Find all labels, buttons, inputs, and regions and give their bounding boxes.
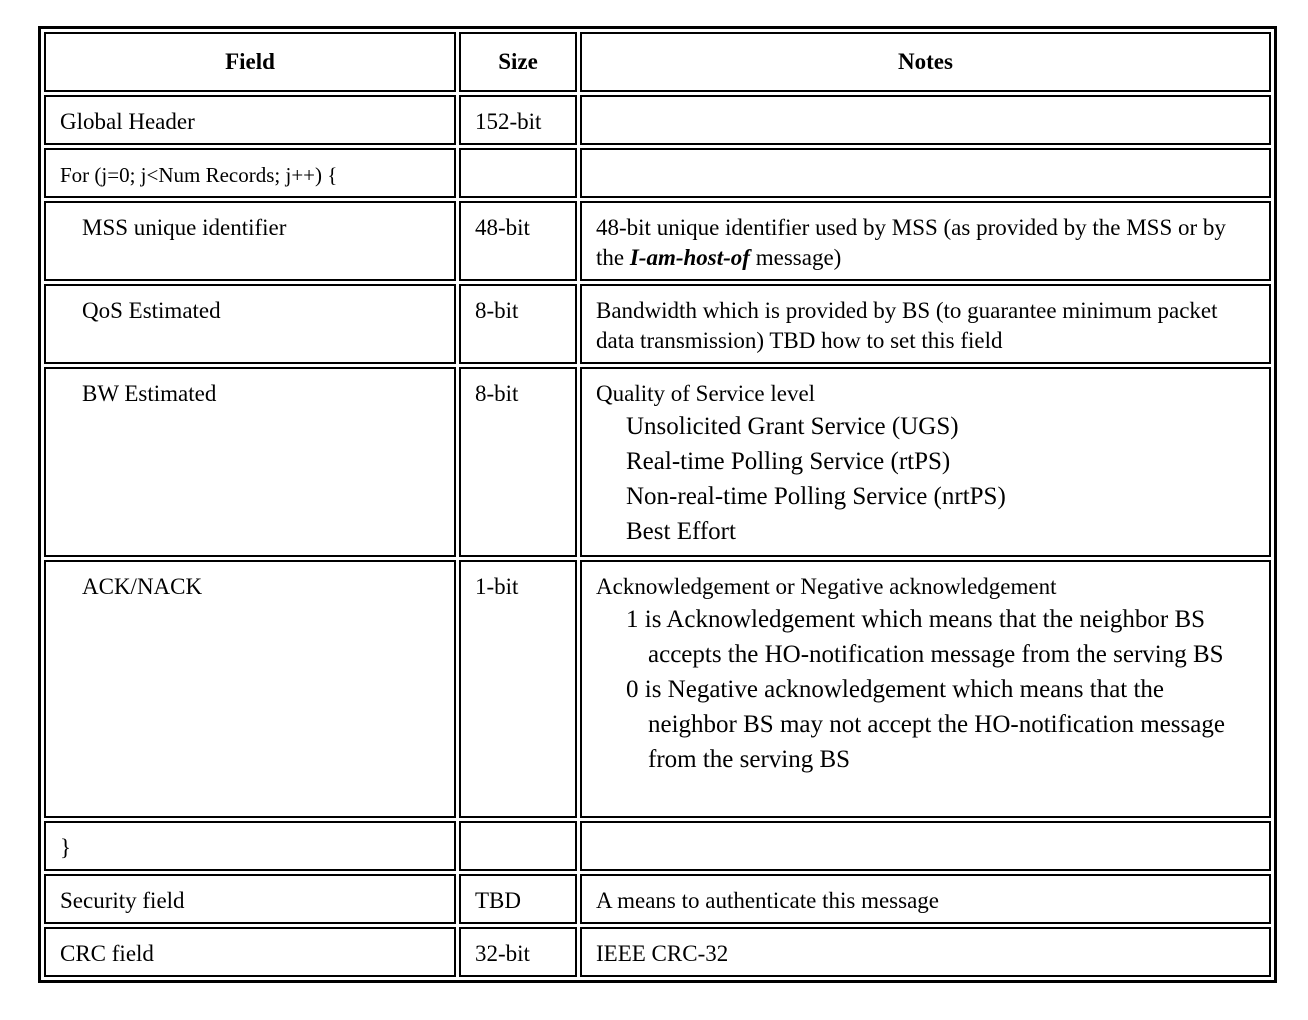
notes-item: Best Effort: [596, 514, 1255, 549]
notes-cell: Bandwidth which is provided by BS (to guarantee minimum packet data transmission) TBD how to set this field: [580, 284, 1271, 364]
field-cell: BW Estimated: [44, 367, 456, 557]
field-cell: QoS Estimated: [44, 284, 456, 364]
table-row: [44, 95, 1271, 145]
table-row: [44, 148, 1271, 198]
table-row: [44, 821, 1271, 871]
header-field: Field: [44, 32, 456, 92]
notes-item: Unsolicited Grant Service (UGS): [596, 409, 1255, 444]
table-row: [44, 874, 1271, 924]
notes-cell: [580, 95, 1271, 145]
notes-cell: [580, 821, 1271, 871]
table-row: [44, 367, 1271, 557]
field-cell: MSS unique identifier: [44, 201, 456, 281]
notes-cell: [580, 148, 1271, 198]
notes-item: Non-real-time Polling Service (nrtPS): [596, 479, 1255, 514]
notes-emphasis: I-am-host-of: [630, 245, 750, 270]
table-row: [44, 284, 1271, 364]
message-format-table: [38, 26, 1277, 983]
size-cell: 152-bit: [459, 95, 577, 145]
size-cell: [459, 148, 577, 198]
table-row: [44, 927, 1271, 977]
field-cell: CRC field: [44, 927, 456, 977]
size-cell: [459, 821, 577, 871]
notes-item: 0 is Negative acknowledgement which means that the neighbor BS may not accept the HO-notification message from the serving BS: [596, 672, 1255, 777]
notes-text: Acknowledgement or Negative acknowledgement: [596, 572, 1255, 602]
size-cell: 32-bit: [459, 927, 577, 977]
notes-item: 1 is Acknowledgement which means that the neighbor BS accepts the HO-notification message from the serving BS: [596, 602, 1255, 672]
notes-cell: [580, 367, 1271, 557]
size-cell: 8-bit: [459, 367, 577, 557]
notes-cell: [580, 201, 1271, 281]
field-cell: Global Header: [44, 95, 456, 145]
header-row: [44, 32, 1271, 92]
field-cell: }: [44, 821, 456, 871]
field-cell: ACK/NACK: [44, 560, 456, 818]
notes-cell: A means to authenticate this message: [580, 874, 1271, 924]
table-row: [44, 560, 1271, 818]
notes-text: 48-bit unique identifier used by MSS (as provided by the MSS or by the: [596, 215, 1226, 270]
size-cell: 8-bit: [459, 284, 577, 364]
notes-cell: [580, 560, 1271, 818]
table-row: [44, 201, 1271, 281]
size-cell: TBD: [459, 874, 577, 924]
size-cell: 1-bit: [459, 560, 577, 818]
notes-text: message): [750, 245, 841, 270]
header-notes: Notes: [580, 32, 1271, 92]
notes-item: Real-time Polling Service (rtPS): [596, 444, 1255, 479]
header-size: Size: [459, 32, 577, 92]
notes-cell: IEEE CRC-32: [580, 927, 1271, 977]
field-cell: Security field: [44, 874, 456, 924]
notes-text: Quality of Service level: [596, 379, 1255, 409]
field-cell: For (j=0; j<Num Records; j++) {: [44, 148, 456, 198]
size-cell: 48-bit: [459, 201, 577, 281]
